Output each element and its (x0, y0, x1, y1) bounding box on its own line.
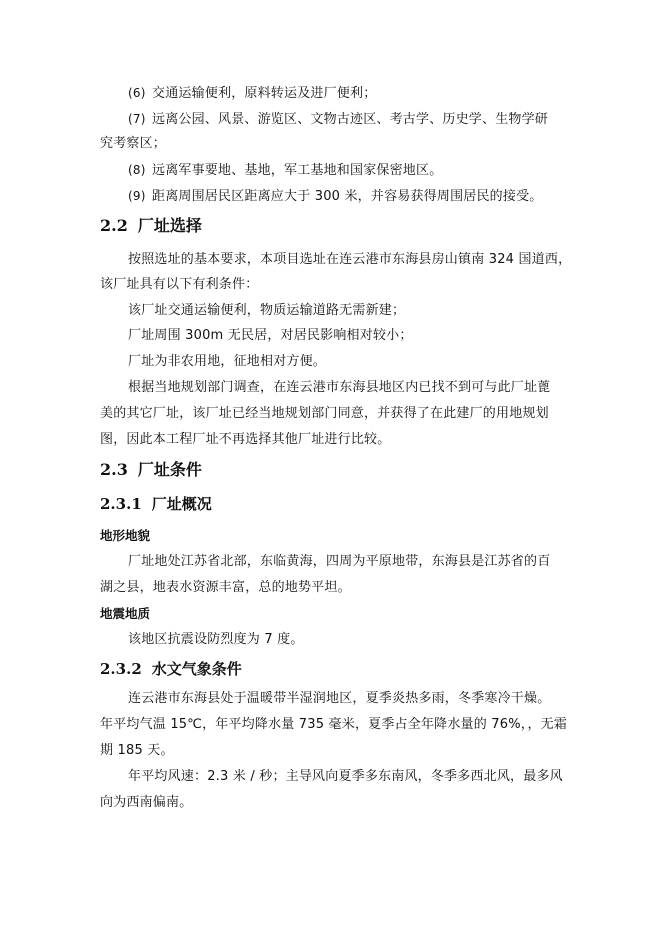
section-number: 2.3 (100, 460, 128, 479)
subsection-number: 2.3.1 (100, 495, 142, 513)
list-item-9 (128, 187, 542, 206)
paragraph-line: 湖之县，地表水资源丰富，总的地势平坦。 (100, 580, 351, 595)
paragraph-line: 厂址地处江苏省北部，东临黄海，四周为平原地带，东海县是江苏省的百 (128, 554, 551, 569)
subsection-number: 2.3.2 (100, 660, 142, 678)
section-heading-2-3 (100, 459, 202, 481)
list-marker: (9) (128, 189, 146, 203)
paragraph-line: 期 185 天。 (100, 743, 174, 758)
paragraph-line: 年平均风速：2.3 米 / 秒；主导风向夏季多东南风，冬季多西北风，最多风 (128, 769, 563, 784)
section-title: 厂址条件 (137, 460, 202, 479)
terrain-heading: 地形地貌 (100, 528, 151, 543)
subsection-title: 厂址概况 (151, 495, 212, 513)
section-heading-2-2 (100, 215, 202, 237)
section-title: 厂址选择 (137, 216, 202, 235)
list-text: 交通运输便利，原料转运及进厂便利； (152, 86, 377, 101)
condition-line: 厂址周围 300m 无民居，对居民影响相对较小； (128, 328, 413, 343)
list-text: 远离公园、风景、游览区、文物古迹区、考古学、历史学、生物学研 (152, 112, 549, 127)
paragraph-line: 图，因此本工程厂址不再选择其他厂址进行比较。 (100, 432, 391, 447)
section-number: 2.2 (100, 216, 128, 235)
paragraph-line: 向为西南偏南。 (100, 795, 193, 810)
list-marker: (8) (128, 163, 146, 177)
list-marker: (7) (128, 112, 146, 126)
paragraph-line: 该地区抗震设防烈度为 7 度。 (128, 632, 304, 647)
subsection-heading-2-3-1 (100, 494, 212, 514)
subsection-title: 水文气象条件 (151, 660, 242, 678)
paragraph-line: 根据当地规划部门调查，在连云港市东海县地区内已找不到可与此厂址蓖 (128, 380, 551, 395)
condition-line: 厂址为非农用地，征地相对方便。 (128, 354, 327, 369)
paragraph-line: 该厂址具有以下有利条件： (100, 277, 259, 292)
seismic-heading: 地震地质 (100, 606, 151, 621)
paragraph-line: 连云港市东海县处于温暖带半湿润地区，夏季炎热多雨，冬季寒冷干燥。 (128, 691, 551, 706)
list-item-6 (128, 84, 376, 103)
subsection-heading-2-3-2 (100, 659, 242, 679)
list-text: 距离周围居民区距离应大于 300 米，并容易获得周围居民的接受。 (152, 189, 543, 204)
list-item-7 (128, 110, 548, 129)
list-item-8 (128, 161, 442, 180)
paragraph-line: 美的其它厂址，该厂址已经当地规划部门同意，并获得了在此建厂的用地规划 (100, 406, 549, 421)
list-marker: (6) (128, 86, 146, 100)
condition-line: 该厂址交通运输便利，物质运输道路无需新建； (128, 303, 406, 318)
paragraph-line: 年平均气温 15℃，年平均降水量 735 毫米，夏季占全年降水量的 76%，，无霜 (100, 717, 568, 732)
list-text: 远离军事要地、基地，军工基地和国家保密地区。 (152, 163, 443, 178)
list-item-7-continuation: 究考察区； (100, 136, 167, 151)
paragraph-line: 按照选址的基本要求，本项目选址在连云港市东海县房山镇南 324 国道西， (128, 252, 572, 267)
